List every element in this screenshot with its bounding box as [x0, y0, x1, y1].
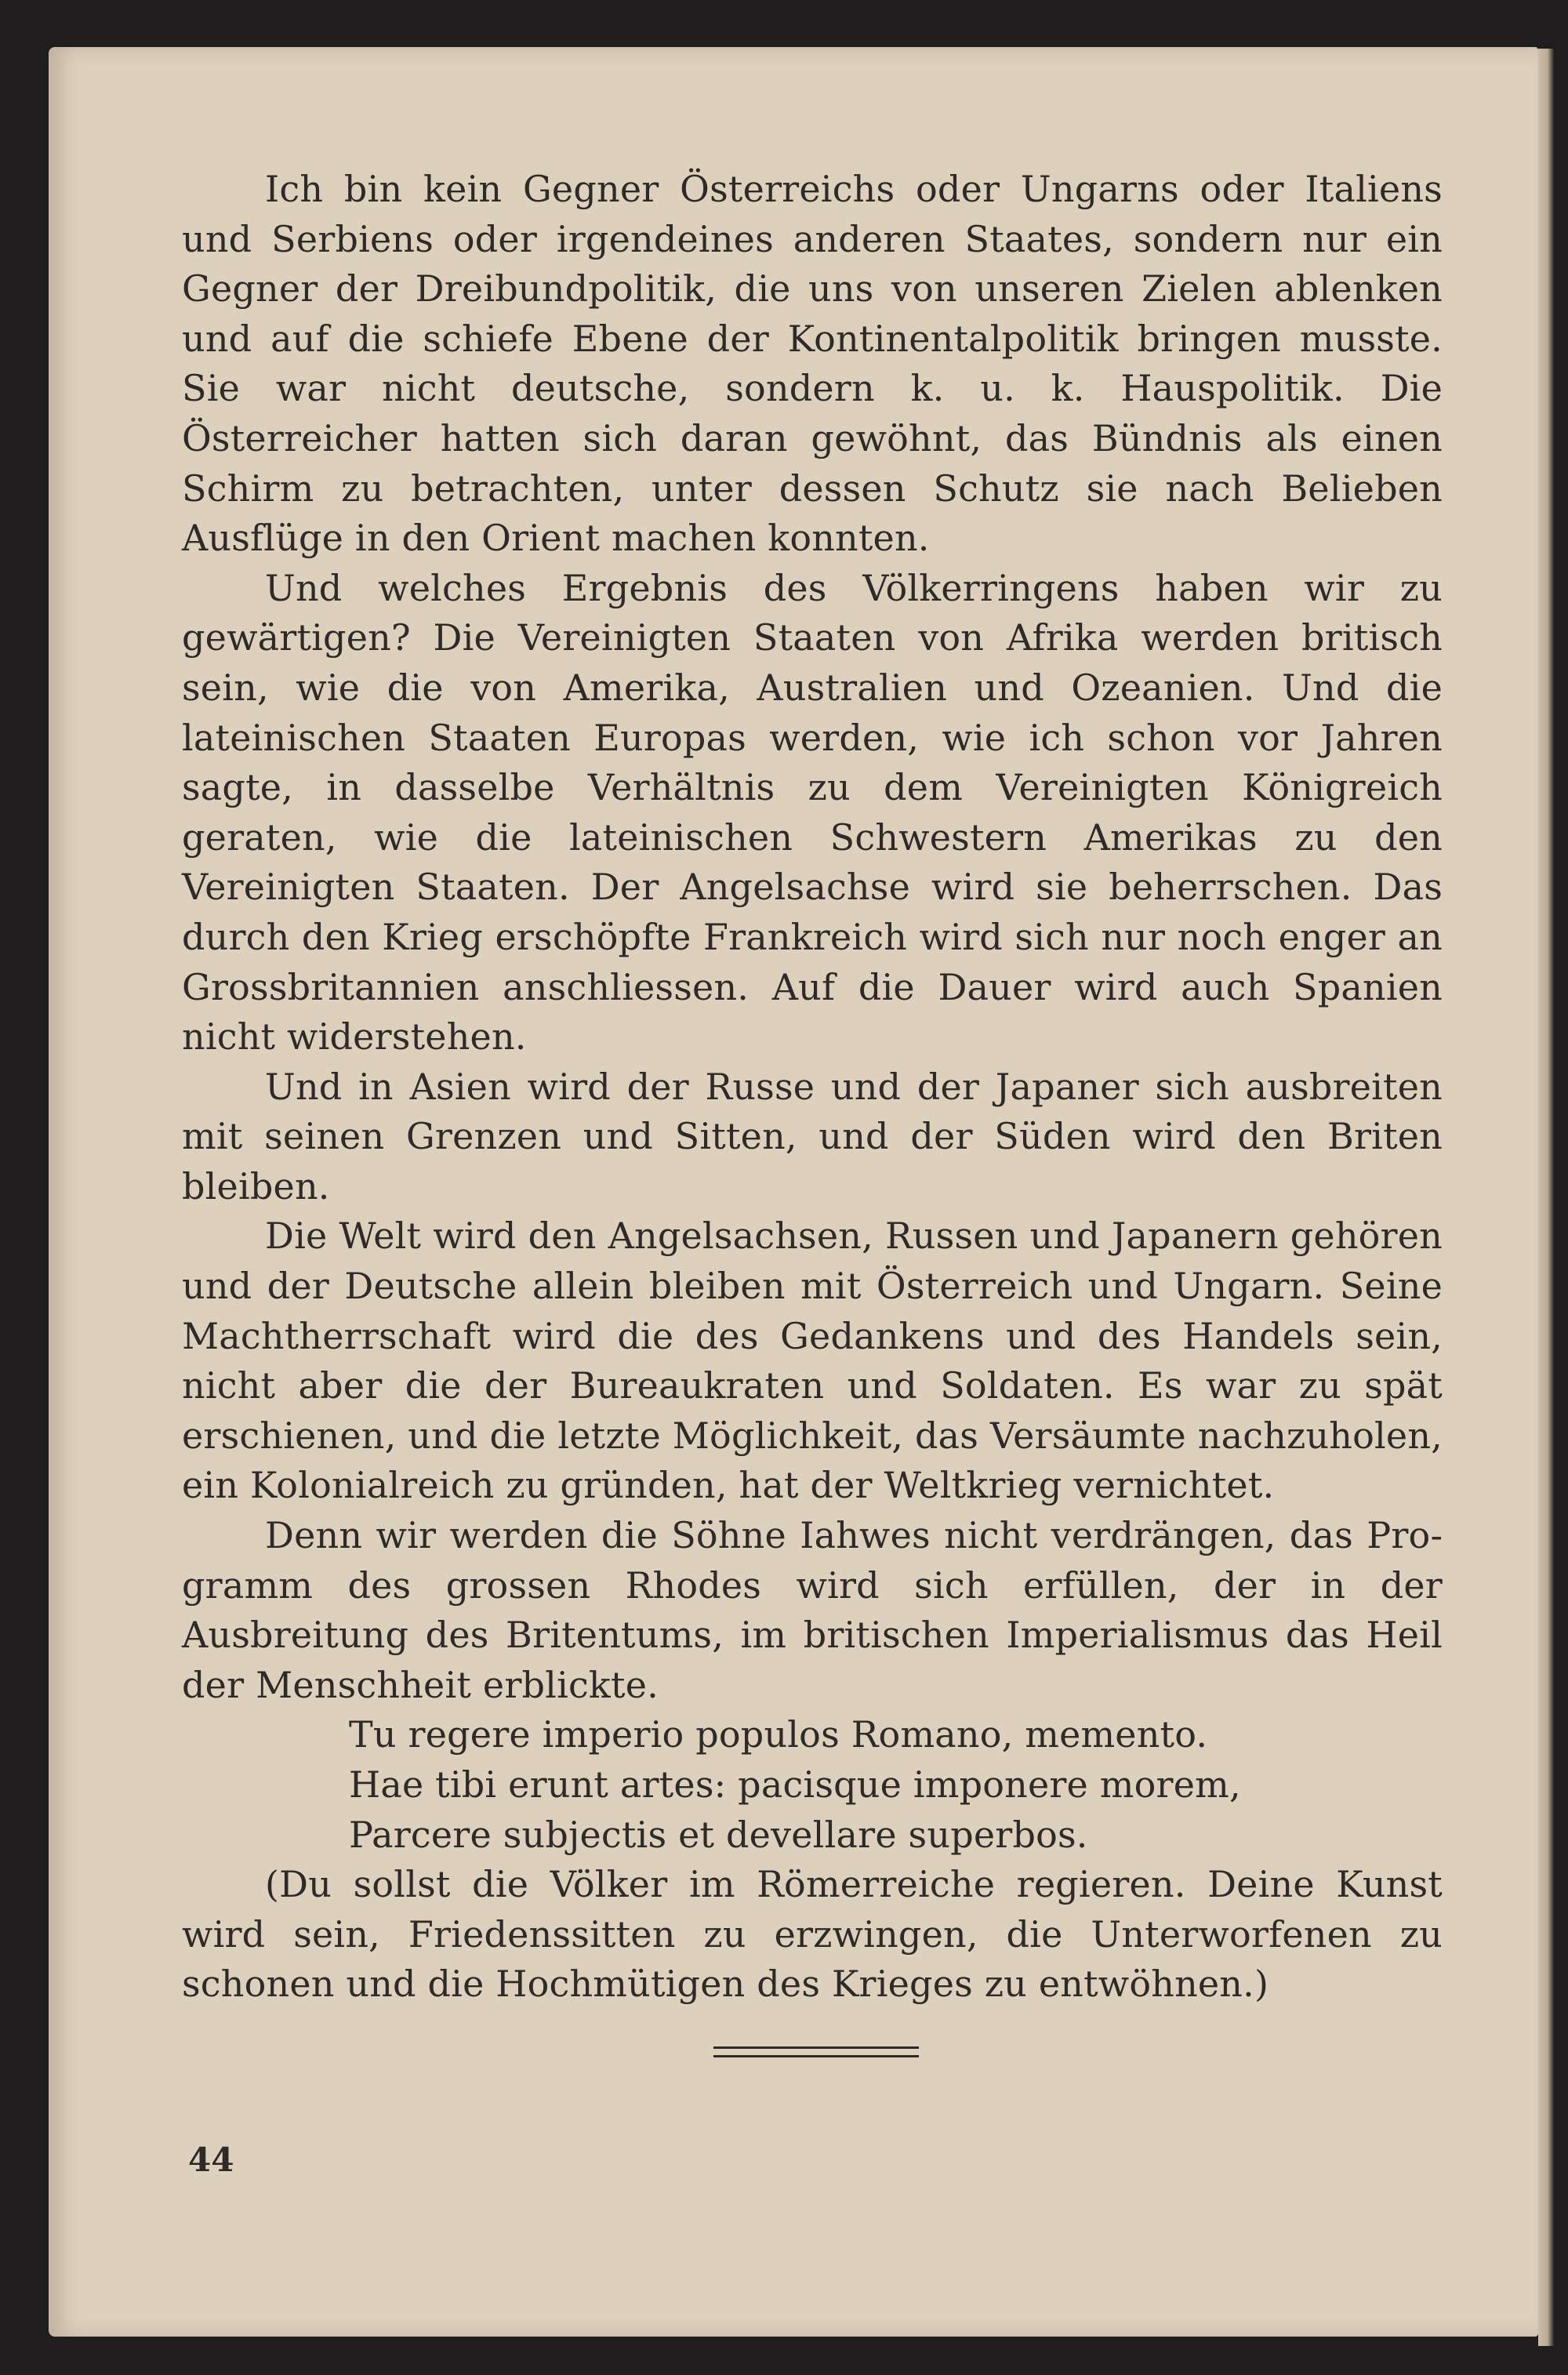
paragraph-1: Ich bin kein Gegner Österreichs oder Ungarns oder Italiens und Serbiens oder irgendeines anderen Staates, sondern nur ein Gegner der Dreibundpolitik, die uns von unseren Zielen ablenken und auf die schiefe Ebene der Kontinentalpolitik bringen musste. Sie war nicht deutsche, sondern k. u. k. Hauspolitik. Die Österreicher hatten sich daran gewöhnt, das Bündnis als einen Schirm zu betrachten, unter dessen Schutz sie nach Belieben Ausflüge in den Orient machen konnten. — [182, 168, 1443, 560]
page-edge — [1538, 49, 1554, 2346]
paragraph-3: Und in Asien wird der Russe und der Japaner sich ausbreiten mit seinen Grenzen und Sitten, und der Süden wird den Briten bleiben. — [182, 1065, 1443, 1207]
page-number: 44 — [188, 2141, 234, 2179]
paragraph-2: Und welches Ergebnis des Völkerringens haben wir zu gewärtigen? Die Vereinigten Staaten von Afrika werden britisch sein, wie die von Amerika, Australien und Ozeanien. Und die lateinischen Staaten Europas werden, wie ich schon vor Jahren sagte, in dasselbe Verhältnis zu dem Vereinigten Königreich geraten, wie die lateinischen Schwestern Amerikas zu den Vereinigten Staaten. Der Angelsachse wird sie beherrschen. Das durch den Krieg erschöpfte Frankreich wird sich nur noch enger an Grossbritannien anschliessen. Auf die Dauer wird auch Spanien nicht widerstehen. — [182, 566, 1443, 1059]
verse-line-1: Tu regere imperio populos Romano, memento. — [349, 1713, 1208, 1756]
translation-paragraph: (Du sollst die Völker im Römerreiche regieren. Deine Kunst wird sein, Friedenssitten zu erzwingen, die Unterworfenen zu schonen und die Hochmütigen des Krieges zu entwöhnen.) — [182, 1863, 1443, 2006]
section-divider — [713, 2046, 919, 2057]
verse-line-2: Hae tibi erunt artes: pacisque imponere morem, — [349, 1763, 1241, 1806]
body-text — [182, 165, 1443, 2010]
paragraph-4: Die Welt wird den Angelsachsen, Russen und Japanern gehören und der Deutsche allein bleiben mit Österreich und Ungarn. Seine Machtherrschaft wird die des Gedankens und des Handels sein, nicht aber die der Bureaukraten und Soldaten. Es war zu spät erschienen, und die letzte Möglichkeit, das Versäumte nachzuholen, ein Kolonialreich zu gründen, hat der Weltkrieg vernichtet. — [182, 1215, 1443, 1507]
verse-line-3: Parcere subjectis et devellare superbos. — [349, 1813, 1088, 1856]
paragraph-5: Denn wir werden die Söhne Iahwes nicht verdrängen, das Programm des grossen Rhodes wird sich erfüllen, der in der Ausbreitung des Britentums, im britischen Imperialismus das Heil der Menschheit erblickte. — [182, 1514, 1443, 1706]
